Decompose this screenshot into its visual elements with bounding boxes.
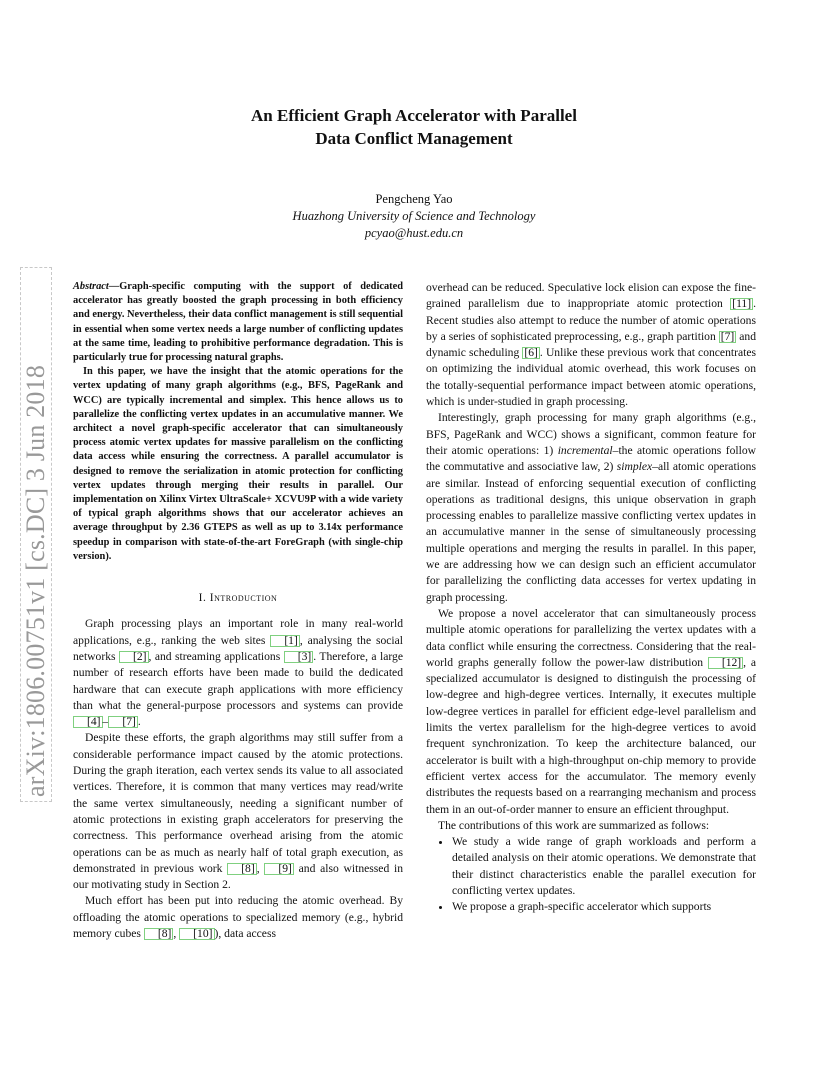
citation-link[interactable]: [7]: [108, 716, 138, 728]
author-email[interactable]: pcyao@hust.edu.cn: [364, 226, 464, 240]
citation-link[interactable]: [7]: [720, 329, 735, 343]
section-heading-introduction: I. Introduction: [198, 592, 278, 605]
arxiv-identifier[interactable]: arXiv:1806.00751v1 [cs.DC] 3 Jun 2018: [20, 267, 52, 802]
right-paragraph-3: We propose a novel accelerator that can simultaneously process multiple atomic operations for parallelizing the vertex updates with a data conflict while ensuring the correctness. Considering that the real-world graphs generally follow the power-law distribution [12] , a specialized accumulator is designed to distinguish the processing of low-degree and high-degree vertices. Internally, it executes multiple low-degree vertices in parallel for efficient edge-level parallelism and limits the vertex parallelism for the high-degree vertices to avoid frequent synchronization. To keep the architecture balanced, our accelerator is built with a high-throughput on-chip memory to provide efficient vertex access for the accumulator. The memory evenly distributes the requests based on a rearranging mechanism and process them in an out-of-order manner to ensure an efficient throughput.: [426, 606, 756, 816]
citation-link[interactable]: [2]: [119, 651, 149, 663]
intro-paragraph-3: Much effort has been put into reducing the atomic overhead. By offloading the atomic operations to specialized memory (e.g., hybrid memory cubes [8] , [10] ), data access: [73, 894, 403, 940]
right-paragraph-1: overhead can be reduced. Speculative lock elision can expose the fine-grained parallelism due to inappropriate atomic protection [11] . Recent studies also attempt to reduce the number of atomic operations by a series of sophisticated preprocessing, e.g., graph partition [7] and dynamic scheduling [6] . Unlike these previous work that concentrates on optimizing the individual atomic overhead, this work focuses on the totally-sequential performance impact between atomic operations, which is under-studied in graph processing.: [426, 281, 756, 409]
abstract-paragraph-2: In this paper, we have the insight that the atomic operations for the vertex updating of many graph algorithms (e.g., BFS, PageRank and WCC) are typically incremental and simplex. This hence allows us to parallelize the conflicting vertex updates in an accumulative manner. We architect a novel graph-specific accelerator that can simultaneously process atomic vertex updates for massive parallelism on the conflicting data access while ensuring the correctness. A parallel accumulator is designed to remove the serialization in atomic protection for conflicting vertex updates through merging their results in parallel. Our implementation on Xilinx Virtex UltraScale+ XCVU9P with a wide variety of typical graph algorithms shows that our accelerator achieves an average throughput by 2.36 GTEPS as well as up to 3.14x performance speedup in comparison with state-of-the-art ForeGraph (with single-chip version).: [73, 366, 403, 562]
title-line-1: An Efficient Graph Accelerator with Parallel: [251, 106, 577, 125]
citation-link[interactable]: [8]: [144, 928, 174, 940]
author-name: Pengcheng Yao: [375, 192, 453, 206]
citation-link[interactable]: [6]: [524, 346, 538, 360]
intro-paragraph-2: Despite these efforts, the graph algorithms may still suffer from a considerable performance impact caused by the atomic protections. During the graph iteration, each vertex sends its value to all associated vertices. Therefore, it is common that many vertices may read/write the same vertex simultaneously, needing a significant number of atomic protections in existing graph accelerators for preserving the correctness. This performance overhead arising from the atomic operations can be as much as nearly half of total graph execution, as demonstrated in previous work [8] , [9] and also witnessed in our motivating study in Section 2.: [73, 731, 403, 892]
left-column: [73, 280, 403, 942]
right-column: [426, 280, 756, 916]
citation-link[interactable]: [1]: [270, 635, 300, 647]
author-block: [0, 191, 828, 242]
title-line-2: Data Conflict Management: [315, 129, 513, 148]
abstract-label: Abstract: [73, 281, 109, 292]
citation-link[interactable]: [9]: [264, 863, 294, 875]
citation-link[interactable]: [12]: [708, 657, 743, 669]
citation-link[interactable]: [10]: [179, 928, 214, 940]
author-affiliation: Huazhong University of Science and Technology: [292, 209, 536, 223]
right-paragraph-2: Interestingly, graph processing for many graph algorithms (e.g., BFS, PageRank and WCC) shows a significant, common feature for their atomic operations: 1) incremental–the atomic operations follow the commutative and associative law, 2) simplex–all atomic operations are similar. Instead of enforcing sequential execution of conflicting operations as traditional designs, this unique observation in graph processing enables to parallelize massive conflicting vertex updates in an accumulative manner in the sense of simultaneously processing multiple operations and merging the results in parallel. In this paper, we are addressing how we can design such an efficient accumulator for parallelizing the conflicting data accesses for vertex updating in graph processing.: [426, 411, 756, 604]
list-item: • We study a wide range of graph workloads and perform a detailed analysis on their atomic operations. We demonstrate that their distinct characteristics enable the parallel execution for conflicting vertex updates.: [452, 834, 756, 899]
abstract: [73, 280, 403, 564]
abstract-paragraph-1: Abstract—Graph-specific computing with the support of dedicated accelerator has greatly boosted the graph processing in both efficiency and energy. Nevertheless, their data conflict management is still sequential in essential when some vertex needs a large number of conflicting updates at the same time, leading to prohibitive performance degradation. This is particularly true for processing natural graphs.: [73, 281, 403, 364]
intro-paragraph-1: Graph processing plays an important role in many real-world applications, e.g., ranking the web sites [1] , analysing the social networks [2] , and streaming applications [3] . Therefore, a large number of research efforts have been made to build the dedicated hardware that can execute graph applications with more efficiency than what the general-purpose processors and systems can provide [4] – [7] .: [73, 617, 403, 729]
paper-title: [0, 104, 828, 150]
contributions-intro: The contributions of this work are summarized as follows:: [438, 818, 710, 832]
citation-link[interactable]: [11]: [732, 297, 752, 311]
citation-link[interactable]: [8]: [227, 863, 257, 875]
citation-link[interactable]: [4]: [73, 716, 103, 728]
list-item: • We propose a graph-specific accelerator which supports: [452, 899, 756, 915]
contributions-list: [426, 834, 756, 915]
citation-link[interactable]: [3]: [284, 651, 314, 663]
